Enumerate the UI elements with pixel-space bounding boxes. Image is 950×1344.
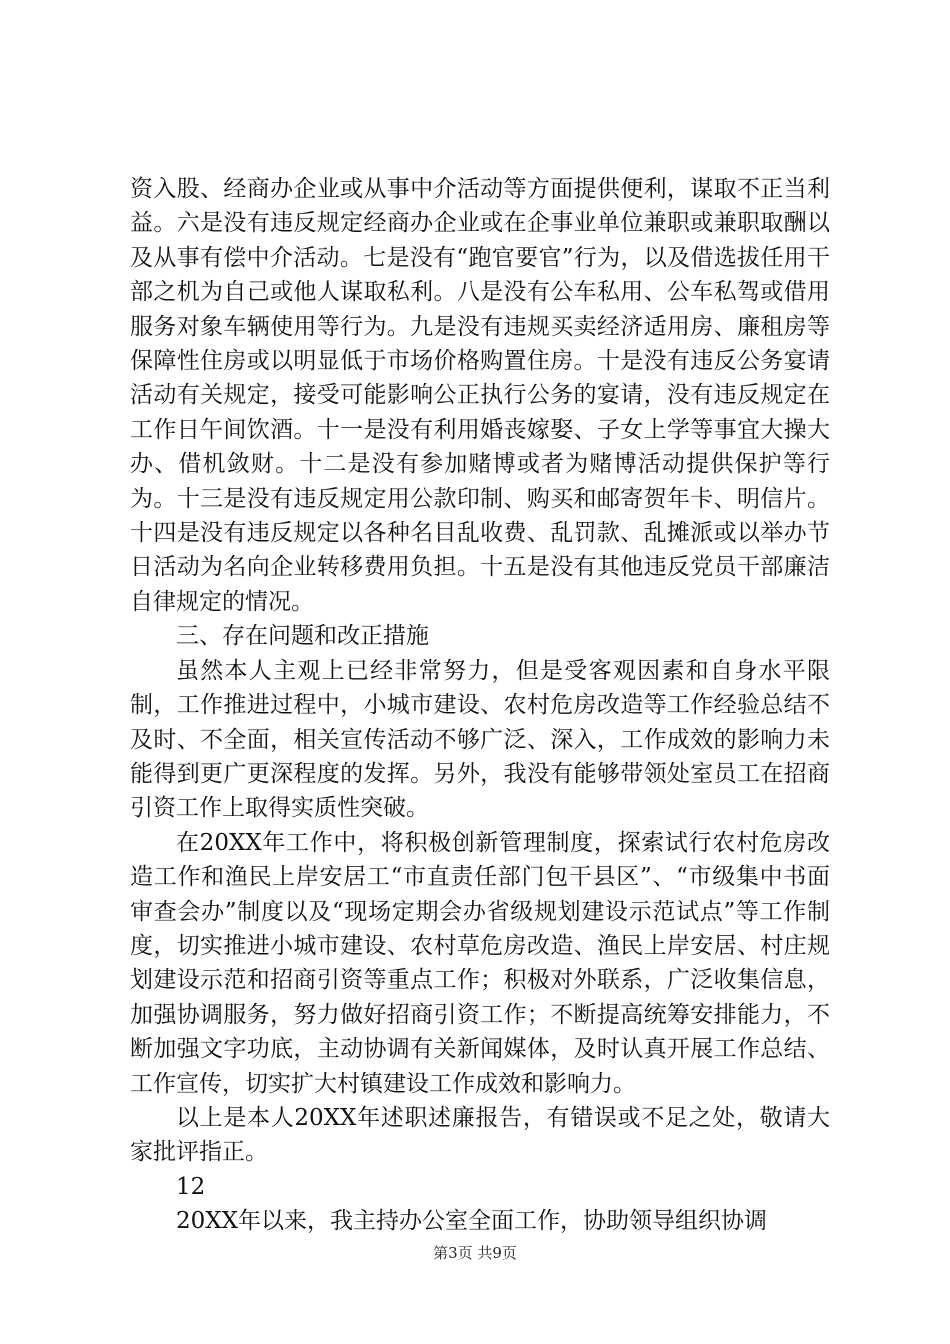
paragraph-integrity-list: 资入股、经商办企业或从事中介活动等方面提供便利，谋取不正当利益。六是没有违反规定经商办企业或在企事业单位兼职或兼职取酬以及从事有偿中介活动。七是没有“跑官要官”行为，以及借选拔任用干部之机为自己或他人谋取私利。八是没有公车私用、公车私驾或借用服务对象车辆使用等行为。九是没有违规买卖经济适用房、廉租房等保障性住房或以明显低于市场价格购置住房。十是没有违反公务宴请活动有关规定，接受可能影响公正执行公务的宴请，没有违反规定在工作日午间饮酒。十一是没有利用婚丧嫁娶、子女上学等事宜大操大办、借机敛财。十二是没有参加赌博或者为赌博活动提供保护等行为。十三是没有违反规定用公款印制、购买和邮寄贺年卡、明信片。十四是没有违反规定以各种名目乱收费、乱罚款、乱摊派或以举办节日活动为名向企业转移费用负担。十五是没有其他违反党员干部廉洁自律规定的情况。 — [130, 176, 830, 615]
page-footer — [0, 1242, 950, 1263]
section-heading-problems-and-corrections: 三、存在问题和改正措施 — [176, 623, 429, 650]
paragraph-next-report-start: 20XX年以来，我主持办公室全面工作，协助领导组织协调 — [176, 1208, 768, 1235]
paragraph-closing-remarks: 以上是本人20XX年述职述廉报告，有错误或不足之处，敬请大家批评指正。 — [130, 1104, 830, 1166]
paragraph-next-year-plan: 在20XX年工作中，将积极创新管理制度，探索试行农村危房改造工作和渔民上岸安居工“市直责任部门包干县区”、“市级集中书面审查会办”制度以及“现场定期会办省级规划建设示范试点”等工作制度，切实推进小城市建设、农村草危房改造、渔民上岸安居、村庄规划建设示范和招商引资等重点工作；积极对外联系，广泛收集信息，加强协调服务，努力做好招商引资工作；不断提高统筹安排能力，不断加强文字功底，主动协调有关新闻媒体，及时认真开展工作总结、工作宣传，切实扩大村镇建设工作成效和影响力。 — [130, 829, 830, 1097]
section-number: 12 — [176, 1173, 206, 1200]
page-number-label: 第3页 共9页 — [433, 1244, 517, 1262]
document-body — [130, 172, 830, 1239]
paragraph-shortcomings: 虽然本人主观上已经非常努力，但是受客观因素和自身水平限制，工作推进过程中，小城市建设、农村危房改造等工作经验总结不及时、不全面，相关宣传活动不够广泛、深入，工作成效的影响力未能得到更广更深程度的发挥。另外，我没有能够带领处室员工在招商引资工作上取得实质性突破。 — [130, 657, 830, 822]
